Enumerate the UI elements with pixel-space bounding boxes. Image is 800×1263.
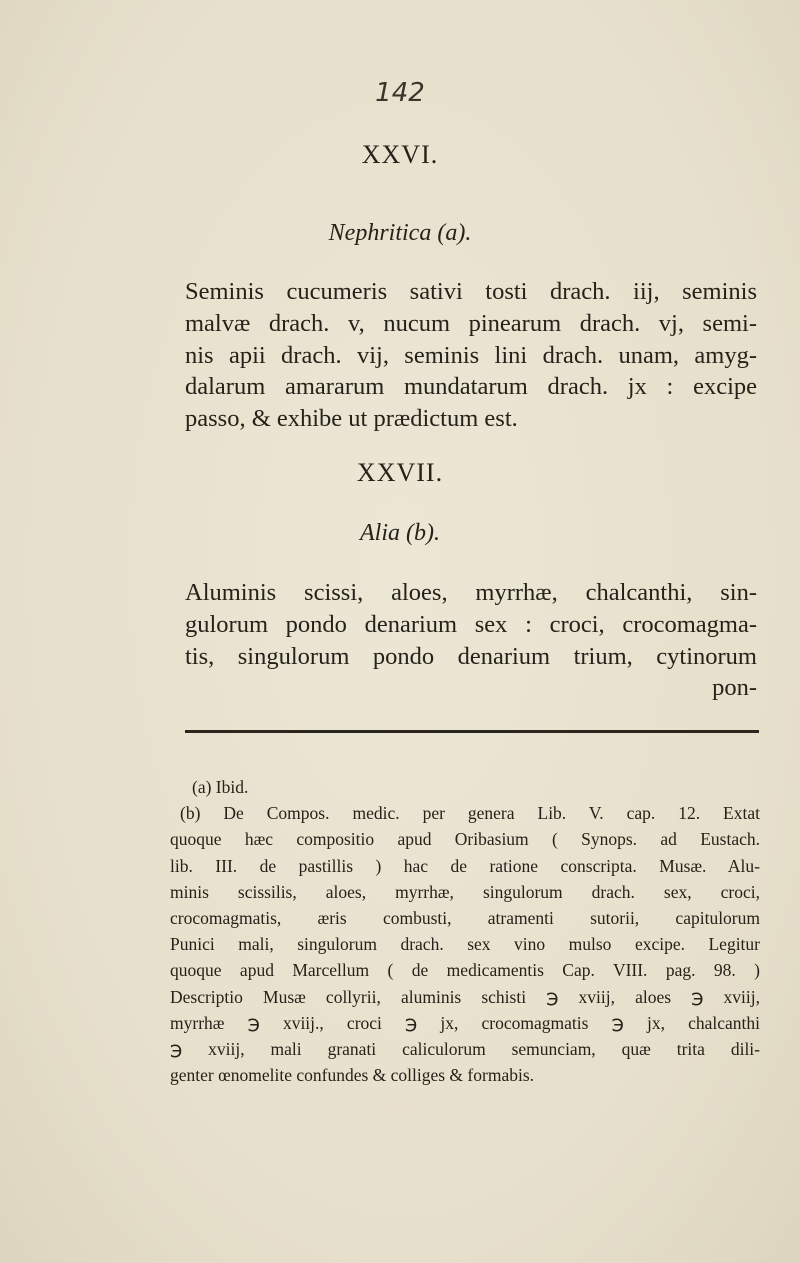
body-line: malvæ drach. v, nucum pinearum drach. vj, semi- [185,309,757,337]
footnote-line: minis scissilis, aloes, myrrhæ, singulorum drach. sex, croci, [170,881,760,902]
footnote-line: myrrhæ ℈ xviij., croci ℈ jx, crocomagmatis ℈ jx, chalcanthi [170,1012,760,1033]
footnote-divider [185,730,759,733]
section-body-xxvi [185,276,757,435]
body-line: gulorum pondo denarium sex : croci, crocomagma- [185,610,757,638]
footnote-line: ℈ xviij, mali granati caliculorum semunciam, quæ trita dili- [170,1039,760,1060]
footnote-line: (a) Ibid. [192,777,249,797]
footnote-line: (b) De Compos. medic. per genera Lib. V. cap. 12. Extat [180,803,760,824]
body-line: nis apii drach. vij, seminis lini drach. unam, amyg- [185,341,757,369]
section-numeral-xxvii: XXVII. [356,458,444,487]
footnote-line: Descriptio Musæ collyrii, aluminis schisti ℈ xviij, aloes ℈ xviij, [170,986,760,1007]
catchword: pon- [712,674,757,702]
footnotes [170,774,760,1088]
section-numeral-xxvi: XXVI. [361,140,439,169]
body-line: Aluminis scissi, aloes, myrrhæ, chalcanthi, sin- [185,579,757,606]
section-title-nephritica: Nephritica (a). [328,220,472,246]
body-line: Seminis cucumeris sativi tosti drach. iij, seminis [185,278,757,305]
footnote-line: lib. III. de pastillis ) hac de ratione conscripta. Musæ. Alu- [170,855,760,876]
page-number: 142 [375,78,425,108]
footnote-line: quoque hæc compositio apud Oribasium ( Synops. ad Eustach. [170,829,760,850]
section-body-xxvii [185,577,757,704]
body-line: passo, & exhibe ut prædictum est. [185,405,518,433]
footnote-line: quoque apud Marcellum ( de medicamentis Cap. VIII. pag. 98. ) [170,960,760,981]
footnote-line: Punici mali, singulorum drach. sex vino mulso excipe. Legitur [170,934,760,955]
body-line: dalarum amararum mundatarum drach. jx : excipe [185,373,757,401]
footnote-line: crocomagmatis, æris combusti, atramenti sutorii, capitulorum [170,908,760,929]
body-line: tis, singulorum pondo denarium trium, cytinorum [185,642,757,670]
footnote-line: genter œnomelite confundes & colliges & formabis. [170,1065,535,1086]
section-title-alia: Alia (b). [360,520,440,546]
